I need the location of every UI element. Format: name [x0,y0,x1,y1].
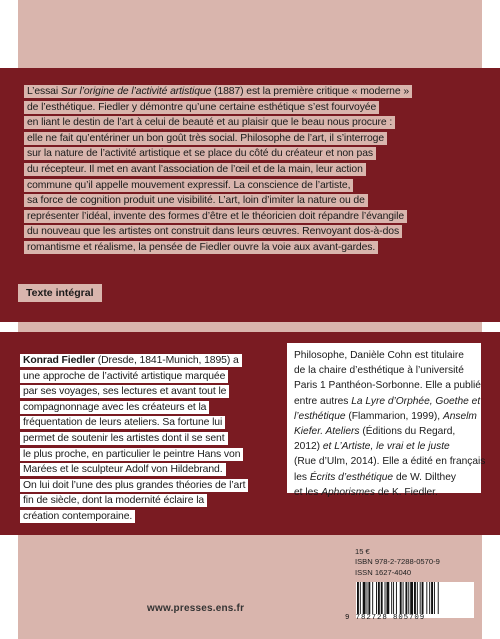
translator-bio [287,343,486,498]
text-line [24,162,476,178]
text-line [20,478,264,494]
barcode-bar [363,582,366,614]
barcode-bar [438,582,439,614]
text-line [294,454,486,469]
book-metadata [355,547,440,578]
barcode-number: 9 782728 805709 [345,614,426,622]
text-run: sa force de cognition produit une visibilité. L’art, loin d’imiter la nature ou de [27,195,365,207]
barcode-bar [391,582,392,614]
barcode-bar [403,582,404,614]
text-line [20,462,264,478]
barcode-bar [414,582,416,614]
isbn: ISBN 978-2-7288-0570-9 [355,557,440,567]
text-line [20,415,264,431]
text-line [24,224,476,240]
text-run: commune qu’il appelle mouvement expressif. La conscience de l’artiste, [27,179,351,191]
text-line [24,146,476,162]
barcode-bar [393,582,394,614]
barcode-bar [378,582,380,614]
text-run: de K. Fiedler. [374,486,438,498]
text-line [20,493,264,509]
barcode-bar [410,582,413,614]
author-bio [20,353,264,525]
text-line [294,424,481,439]
author-name: Konrad Fiedler [23,355,95,366]
issn: ISSN 1627-4040 [355,567,412,577]
text-line [24,193,476,209]
text-run: fin de siècle, dont la modernité éclaire la [23,495,205,507]
text-line [20,353,264,369]
text-run: On lui doit l’une des plus grandes théories de l’art [23,479,246,491]
text-run: par ses voyages, ses lectures et avant tout le [23,386,227,398]
barcode-bar [381,582,383,614]
text-line [294,409,481,424]
barcode-bar [405,582,407,614]
text-run: compagnonnage avec les créateurs et la [23,401,207,413]
italic-title: et L’Artiste, le vrai et le juste [322,441,450,453]
text-line [294,348,481,363]
barcode-bar [400,582,402,614]
text-line [24,209,476,225]
text-run: de la chaire d’esthétique à l’université [294,365,464,377]
barcode-bar [396,582,397,614]
text-run: de W. Dilthey [393,471,456,483]
text-run: Marées et le sculpteur Adolf von Hildebrand. [23,464,223,476]
text-run: en liant le destin de l’art à celui de beauté et au plaisir que le beau nous procure : [27,117,393,129]
barcode-bar [420,582,421,614]
italic-title: Anselm [442,410,477,422]
text-run: (1887) est la première critique « moderne » [211,86,410,97]
book-summary [24,84,476,256]
barcode-bar [385,582,386,614]
text-run: fréquentation de leurs ateliers. Sa fortune lui [23,417,223,429]
text-line [20,400,264,416]
text-line [294,439,481,454]
italic-title: l’esthétique [294,410,346,422]
text-run: (Rue d’Ulm, 2014). Elle a édité en français [294,456,486,468]
text-run: le plus proche, en particulier le peintre Hans von [23,448,241,460]
barcode-bar [431,582,433,614]
text-run: une approche de l’activité artistique marquée [23,370,226,382]
text-line [20,447,264,463]
text-line [24,131,476,147]
price: 15 € [355,547,370,556]
text-run: et les [294,486,322,498]
publisher-website-link[interactable]: www.presses.ens.fr [147,603,245,614]
text-line [20,384,264,400]
barcode-bar [422,582,424,614]
text-line [294,363,481,378]
text-line [24,240,476,256]
barcode-bar [386,582,389,614]
barcode-bar [367,582,368,614]
italic-title: Aphorismes [321,486,375,498]
italic-title: Sur l’origine de l’activité artistique [60,86,212,97]
barcode-bar [417,582,418,614]
barcode-bar [426,582,427,614]
barcode-image [356,582,474,618]
italic-title: La Lyre d’Orphée, Goethe et [351,395,481,407]
barcode-bar [360,582,361,614]
text-line [294,485,481,500]
barcode-bar [376,582,377,614]
text-run: sur la nature de l’activité artistique et se place du côté du créateur et non pas [27,148,373,160]
text-line [24,178,476,194]
italic-title: Écrits d’esthétique [309,471,394,483]
text-run: L’essai [27,86,61,97]
barcode-bar [429,582,430,614]
text-run: représenter l’idéal, invente des formes d’être et le théoricien doit répandre l’évangile [27,210,405,222]
text-run: de l’esthétique. Fiedler y démontre qu’une certaine esthétique s’est fourvoyée [27,101,377,113]
text-run: du nouveau que les artistes ont construit dans leurs œuvres. Renvoyant dos-à-dos [27,226,400,238]
barcode-bar [408,582,409,614]
text-line [20,431,264,447]
text-run: (Flammarion, 1999), [345,410,443,422]
text-line [294,470,481,485]
text-line [24,84,476,100]
text-run: permet de soutenir les artistes dont il se sent [23,432,225,444]
text-line [24,115,476,131]
text-run: 2012) [294,441,323,453]
barcode-bar [357,582,359,614]
text-run: création contemporaine. [23,510,133,522]
text-run: entre autres [294,395,352,407]
text-line [294,394,481,409]
text-run: (Éditions du Regard, [359,426,456,438]
text-line [294,378,481,393]
text-run: Philosophe, Danièle Cohn est titulaire [294,350,464,361]
barcode-bar [434,582,435,614]
text-run: romantisme et réalisme, la pensée de Fiedler ouvre la voie aux avant-gardes. [27,241,376,253]
text-line [20,509,264,525]
text-run: (Dresde, 1841-Munich, 1895) a [94,355,239,366]
barcode-bar [368,582,370,614]
text-run: Paris 1 Panthéon-Sorbonne. Elle a publié [294,380,481,392]
text-run: du récepteur. Il met en avant l’association de l’œil et de la main, leur action [27,163,363,175]
full-text-button[interactable]: Texte intégral [18,284,102,302]
italic-title: Kiefer. Ateliers [294,426,360,438]
text-line [20,369,264,385]
barcode-bar [372,582,373,614]
text-run: elle ne fait qu’entériner un bon goût très social. Philosophe de l’art, il s’interroge [27,132,385,144]
text-line [24,100,476,116]
text-run: les [294,471,310,483]
